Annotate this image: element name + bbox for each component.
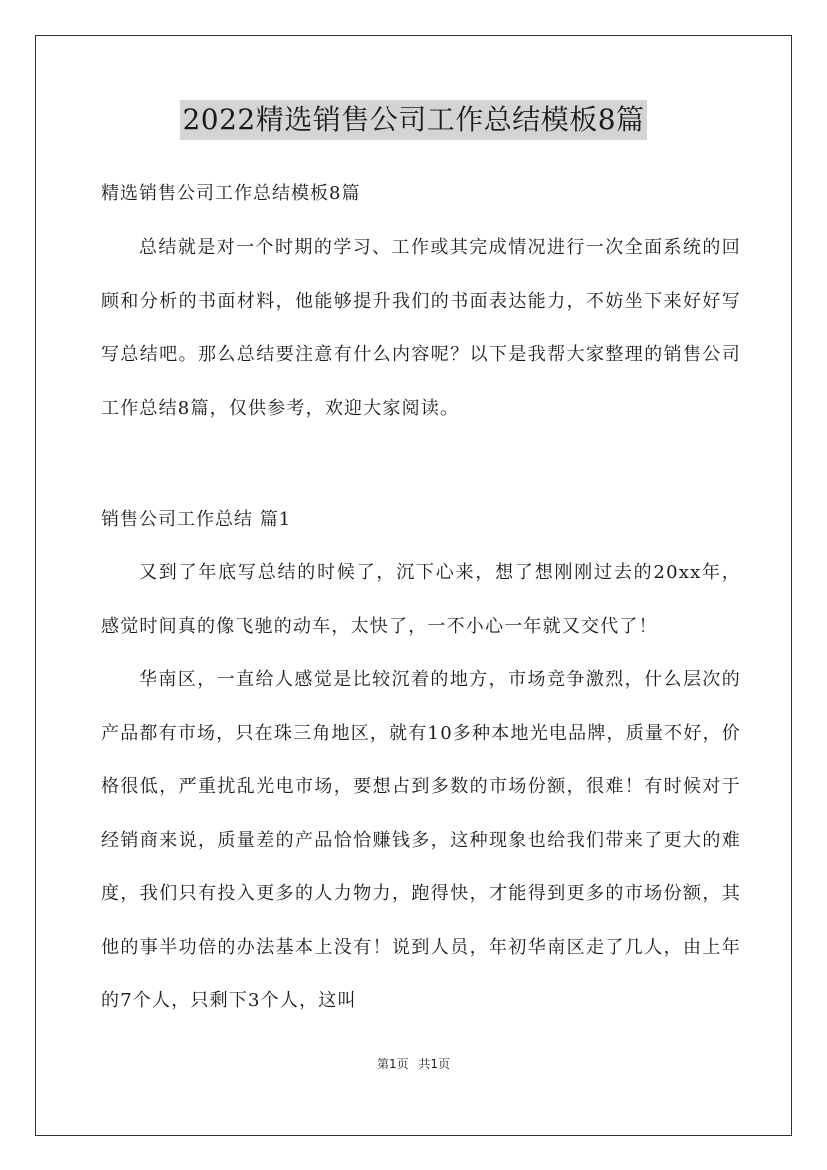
title-container bbox=[0, 100, 827, 140]
page-number: 第1页 bbox=[376, 1057, 409, 1071]
document-subtitle: 精选销售公司工作总结模板8篇 bbox=[101, 183, 361, 204]
document-title: 2022精选销售公司工作总结模板8篇 bbox=[180, 100, 646, 140]
intro-section bbox=[101, 221, 741, 435]
section-1-heading: 销售公司工作总结 篇1 bbox=[101, 509, 292, 530]
section-1-paragraph-1: 又到了年底写总结的时候了，沉下心来，想了想刚刚过去的20xx年，感觉时间真的像飞驰的动车，太快了，一不小心一年就又交代了！ bbox=[101, 562, 741, 637]
page-total: 共1页 bbox=[418, 1057, 451, 1071]
section-1-body bbox=[101, 546, 741, 1028]
page-footer bbox=[0, 1055, 827, 1072]
section-1-paragraph-2: 华南区，一直给人感觉是比较沉着的地方，市场竞争激烈，什么层次的产品都有市场，只在珠三角地区，就有10多种本地光电品牌，质量不好，价格很低，严重扰乱光电市场，要想占到多数的市场份额，很难！有时候对于经销商来说，质量差的产品恰恰赚钱多，这种现象也给我们带来了更大的难度，我们只有投入更多的人力物力，跑得快，才能得到更多的市场份额，其他的事半功倍的办法基本上没有！说到人员，年初华南区走了几人，由上年的7个人，只剩下3个人，这叫 bbox=[101, 669, 741, 1011]
intro-paragraph: 总结就是对一个时期的学习、工作或其完成情况进行一次全面系统的回顾和分析的书面材料，他能够提升我们的书面表达能力，不妨坐下来好好写写总结吧。那么总结要注意有什么内容呢？以下是我帮大家整理的销售公司工作总结8篇，仅供参考，欢迎大家阅读。 bbox=[101, 237, 741, 419]
